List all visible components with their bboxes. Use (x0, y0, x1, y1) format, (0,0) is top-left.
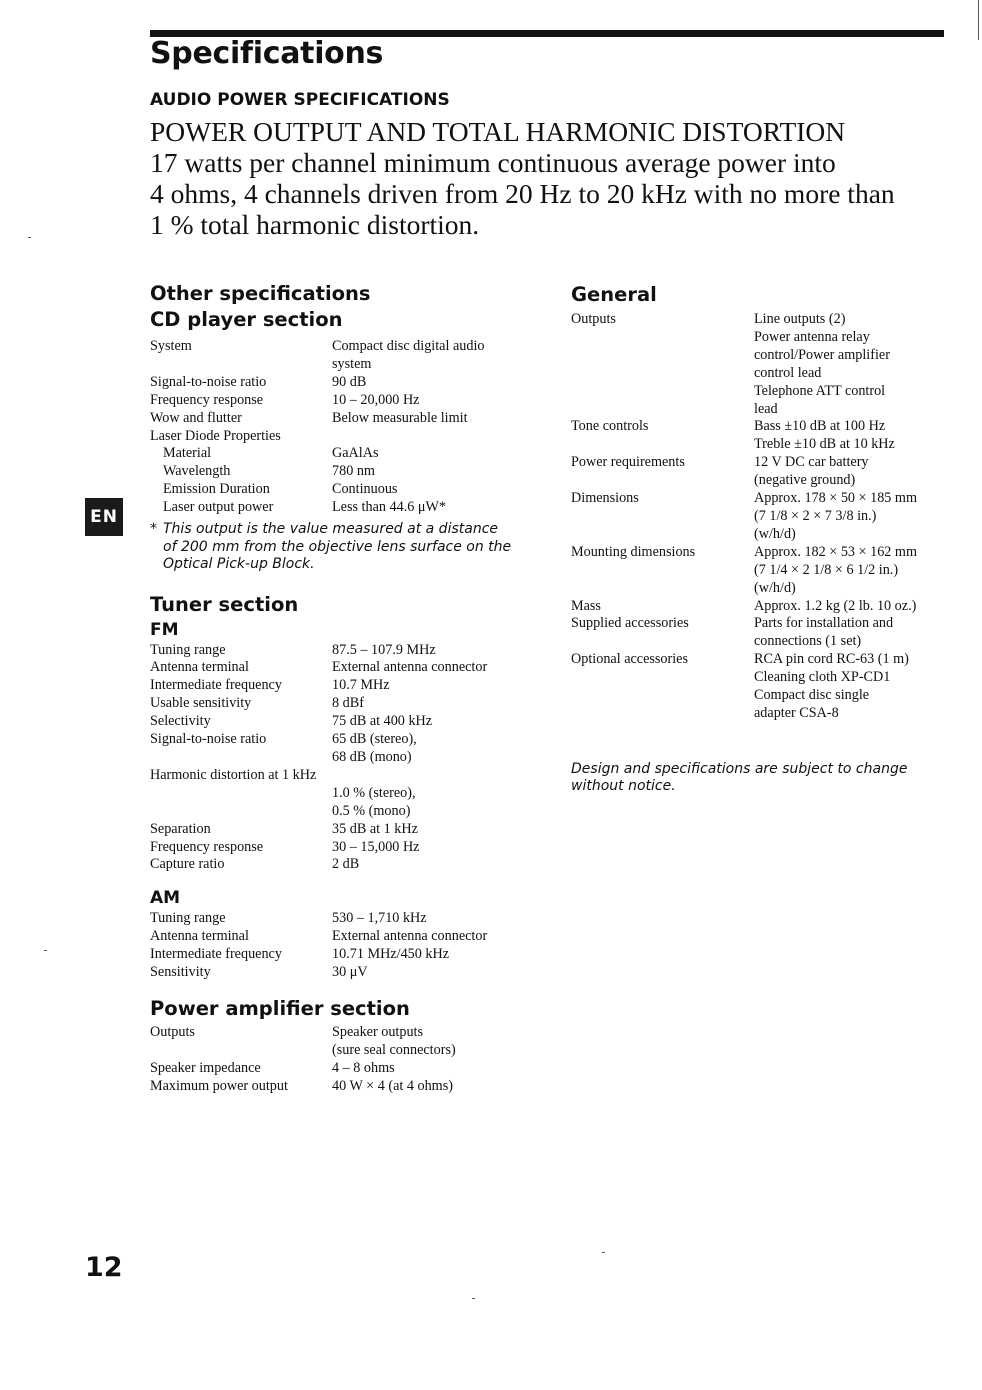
spec-label: Laser output power (163, 499, 274, 516)
spec-label: Signal-to-noise ratio (150, 373, 267, 390)
spec-value: Continuous (332, 481, 398, 498)
amplifier-section-heading: Power amplifier section (150, 996, 410, 1020)
harmonic-distortion-label: Harmonic distortion at 1 kHz (150, 766, 317, 783)
spec-label: Antenna terminal (150, 928, 249, 945)
spec-label: Wow and flutter (150, 409, 242, 426)
spec-value: 780 nm (332, 463, 375, 480)
notice-line: without notice. (571, 778, 676, 795)
spec-row (150, 695, 530, 713)
spec-label: Frequency response (150, 391, 264, 408)
spec-label: Speaker impedance (150, 1059, 261, 1076)
spec-row (150, 642, 530, 660)
am-spec-list (150, 910, 530, 982)
power-statement-line: POWER OUTPUT AND TOTAL HARMONIC DISTORTION (150, 116, 846, 147)
spec-value: Approx. 182 × 53 × 162 mm (7 1/4 × 2 1/8 × 6 1/2 in.) (w/h/d) (754, 543, 917, 596)
spec-value: 87.5 – 107.9 MHz (332, 641, 436, 658)
spec-value: Less than 44.6 μW* (332, 499, 446, 516)
spec-row (150, 1060, 530, 1078)
page-title: Specifications (150, 36, 384, 71)
spec-value: 1.0 % (stereo), 0.5 % (mono) (332, 784, 416, 819)
spec-row (150, 839, 530, 857)
power-statement-line: 4 ohms, 4 channels driven from 20 Hz to 20 kHz with no more than (150, 178, 895, 209)
spec-label: Material (163, 445, 212, 462)
spec-label: Selectivity (150, 713, 211, 730)
spec-label: Intermediate frequency (150, 677, 282, 694)
footnote-text: This output is the value measured at a distance (163, 521, 499, 538)
spec-row (150, 338, 530, 374)
spec-value: Line outputs (2) Power antenna relay control/Power amplifier control lead Telephone ATT control lead (754, 311, 890, 417)
spec-row (150, 499, 530, 517)
power-statement-line: 17 watts per channel minimum continuous average power into (150, 147, 836, 178)
spec-label: Tuning range (150, 910, 226, 927)
general-heading: General (571, 283, 657, 306)
spec-value: 2 dB (332, 856, 360, 873)
scan-speck (28, 237, 31, 238)
spec-value: 30 μV (332, 964, 368, 981)
spec-value: 30 – 15,000 Hz (332, 838, 420, 855)
edge-rule (978, 0, 979, 40)
spec-value: 10.71 MHz/450 kHz (332, 946, 450, 963)
spec-value: 40 W × 4 (at 4 ohms) (332, 1077, 453, 1094)
spec-label: Antenna terminal (150, 659, 249, 676)
spec-row (571, 615, 961, 651)
general-specifications (571, 282, 961, 796)
spec-row (150, 463, 530, 481)
spec-value: 10.7 MHz (332, 677, 390, 694)
spec-row (150, 1078, 530, 1096)
spec-label: Intermediate frequency (150, 946, 282, 963)
spec-label: Usable sensitivity (150, 695, 252, 712)
spec-label: Supplied accessories (571, 615, 689, 632)
change-notice (571, 761, 961, 796)
spec-row (150, 785, 530, 821)
spec-row (571, 598, 961, 616)
spec-row (150, 374, 530, 392)
spec-label: Mass (571, 597, 601, 614)
spec-value: 8 dBf (332, 695, 364, 712)
spec-value: Approx. 178 × 50 × 185 mm (7 1/8 × 2 × 7 3/8 in.) (w/h/d) (754, 490, 917, 542)
spec-row (150, 445, 530, 463)
spec-row (150, 659, 530, 677)
spec-row (150, 821, 530, 839)
language-badge: EN (85, 498, 123, 536)
cd-section-heading: CD player section (150, 308, 343, 331)
spec-value (332, 428, 530, 446)
page-number: 12 (85, 1252, 123, 1283)
spec-label: Optional accessories (571, 651, 689, 668)
spec-row (150, 713, 530, 731)
laser-footnote (150, 521, 530, 574)
spec-value: Below measurable limit (332, 409, 468, 426)
power-statement (150, 116, 950, 240)
spec-label: Tuning range (150, 641, 226, 658)
spec-label: Sensitivity (150, 964, 211, 981)
spec-label: System (150, 338, 192, 354)
spec-row (571, 418, 961, 454)
power-statement-line: 1 % total harmonic distortion. (150, 209, 480, 240)
spec-value: Parts for installation and connections (1 set) (754, 615, 894, 650)
spec-value: External antenna connector (332, 659, 488, 676)
spec-row (150, 410, 530, 428)
spec-value: 12 V DC car battery (negative ground) (754, 454, 869, 489)
fm-spec-list (150, 642, 530, 875)
spec-value: 75 dB at 400 kHz (332, 713, 433, 730)
tuner-section-heading: Tuner section (150, 592, 299, 616)
spec-label: Wavelength (163, 463, 231, 480)
spec-value: Bass ±10 dB at 100 Hz Treble ±10 dB at 10 kHz (754, 418, 895, 453)
spec-label: Frequency response (150, 838, 264, 855)
cd-spec-list (150, 338, 530, 517)
spec-value: 35 dB at 1 kHz (332, 820, 418, 837)
other-specifications-heading: Other specifications (150, 282, 371, 305)
general-spec-list (571, 311, 961, 723)
spec-value: Compact disc digital audio system (332, 338, 485, 372)
spec-label: Dimensions (571, 490, 639, 507)
spec-value: GaAlAs (332, 445, 379, 462)
spec-label: Separation (150, 820, 211, 837)
spec-value: Speaker outputs (sure seal connectors) (332, 1023, 456, 1058)
spec-row (150, 910, 530, 928)
spec-label: Laser Diode Properties (150, 427, 281, 444)
spec-label: Capture ratio (150, 856, 225, 873)
am-heading: AM (150, 888, 181, 909)
spec-value: 10 – 20,000 Hz (332, 391, 420, 408)
spec-row (571, 490, 961, 544)
notice-line: Design and specifications are subject to change (571, 760, 908, 777)
spec-label: Emission Duration (163, 481, 270, 498)
spec-label: Maximum power output (150, 1077, 288, 1094)
spec-label: Mounting dimensions (571, 543, 696, 560)
spec-row (571, 311, 961, 418)
spec-label: Outputs (571, 311, 616, 327)
spec-row (150, 481, 530, 499)
spec-row (150, 1024, 530, 1060)
amplifier-spec-list (150, 1024, 530, 1096)
spec-value: 65 dB (stereo), 68 dB (mono) (332, 731, 417, 765)
spec-row (571, 454, 961, 490)
spec-row (150, 677, 530, 695)
spec-value: External antenna connector (332, 928, 488, 945)
spec-row (150, 946, 530, 964)
spec-label: Power requirements (571, 454, 685, 471)
footnote-line: of 200 mm from the objective lens surface on the (163, 538, 512, 555)
spec-row (150, 731, 530, 767)
spec-label: Signal-to-noise ratio (150, 731, 267, 748)
scan-speck (44, 950, 47, 951)
scan-speck (602, 1252, 605, 1253)
spec-label: Tone controls (571, 418, 649, 435)
spec-row (150, 392, 530, 410)
spec-row (150, 964, 530, 982)
other-specifications (150, 281, 530, 1096)
audio-power-heading: AUDIO POWER SPECIFICATIONS (150, 90, 450, 110)
spec-row (571, 544, 961, 598)
footnote-line (150, 521, 530, 539)
spec-row (150, 856, 530, 874)
spec-row (150, 428, 530, 446)
fm-heading: FM (150, 619, 179, 640)
spec-value: 4 – 8 ohms (332, 1059, 395, 1076)
footnote-line: Optical Pick-up Block. (163, 556, 315, 573)
footnote-star: * (150, 521, 157, 538)
spec-row (571, 651, 961, 723)
spec-value: Approx. 1.2 kg (2 lb. 10 oz.) (754, 597, 917, 614)
spec-value: RCA pin cord RC-63 (1 m) Cleaning cloth XP-CD1 Compact disc single adapter CSA-8 (754, 651, 909, 721)
spec-value: 90 dB (332, 373, 367, 390)
spec-label: Outputs (150, 1023, 195, 1040)
scan-speck (472, 1298, 475, 1299)
spec-value: 530 – 1,710 kHz (332, 910, 427, 927)
spec-row (150, 928, 530, 946)
